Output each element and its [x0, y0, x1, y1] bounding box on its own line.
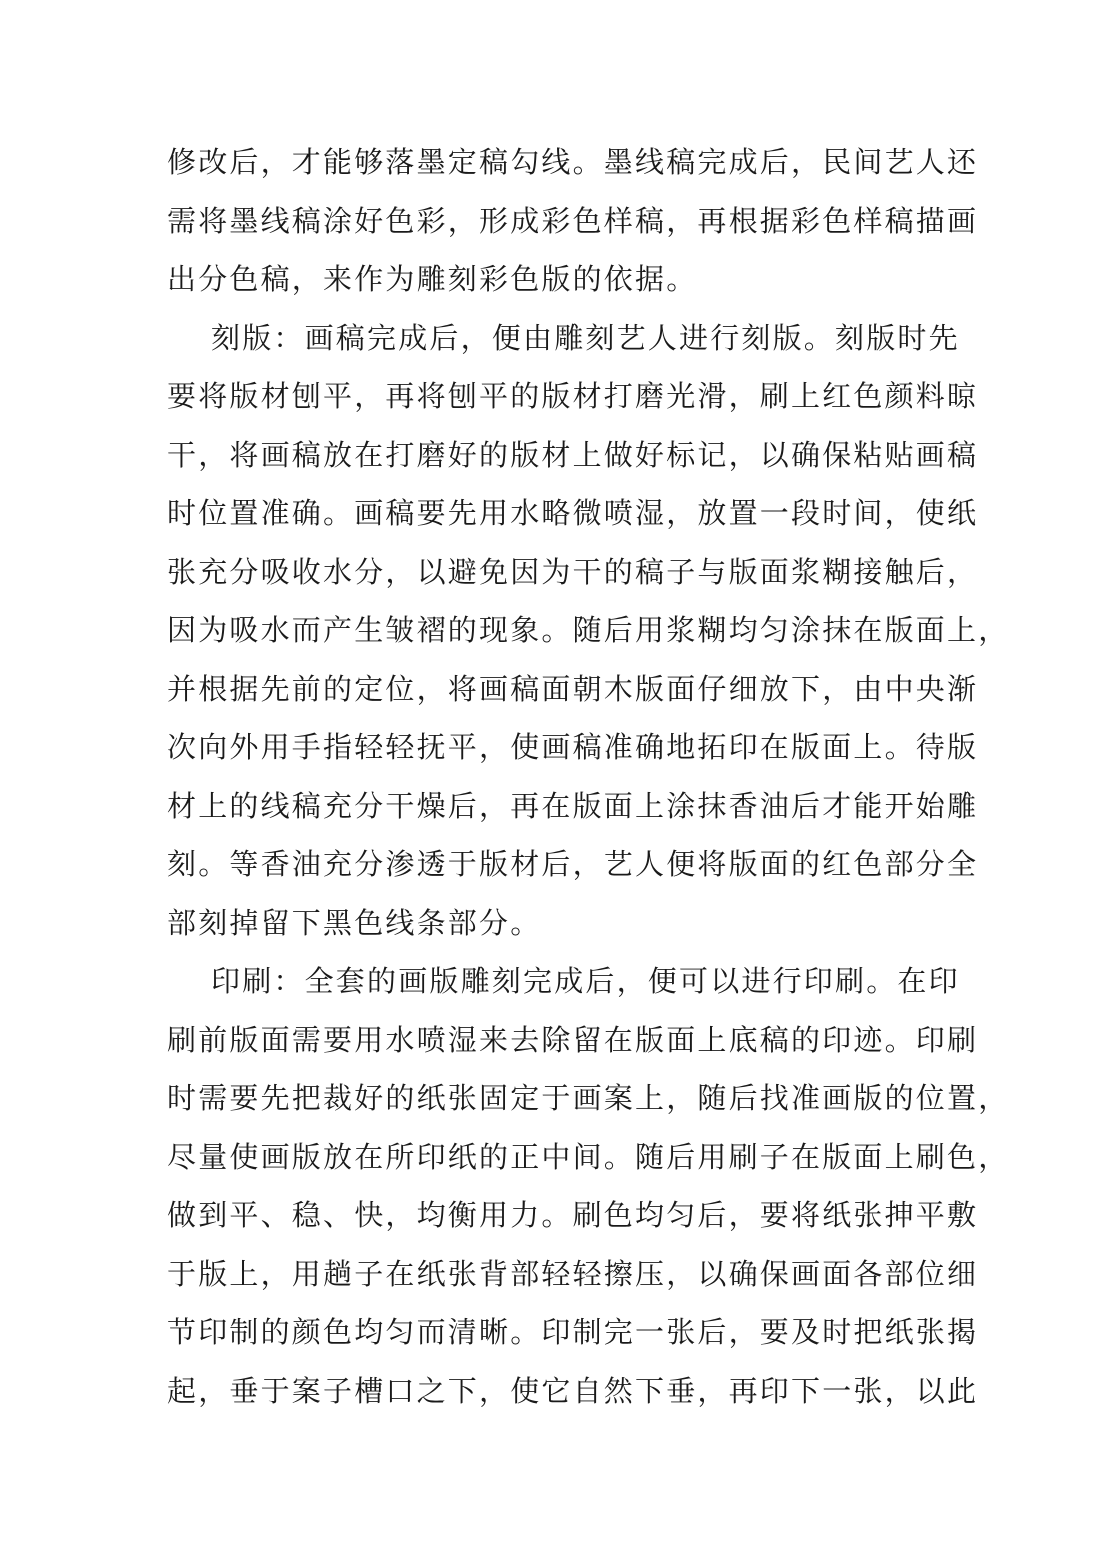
text-line: 张充分吸收水分，以避免因为干的稿子与版面浆糊接触后， [167, 554, 979, 589]
text-line: 时位置准确。画稿要先用水略微喷湿，放置一段时间，使纸 [167, 496, 979, 530]
paragraph-keban [167, 309, 1010, 953]
text-line: 刻版：画稿完成后，便由雕刻艺人进行刻版。刻版时先 [211, 320, 960, 355]
text-line: 起，垂于案子槽口之下，使它自然下垂，再印下一张，以此 [167, 1373, 979, 1408]
text-line: 部刻掉留下黑色线条部分。 [167, 905, 542, 940]
text-line: 干，将画稿放在打磨好的版材上做好标记，以确保粘贴画稿 [167, 437, 979, 472]
text-line: 修改后，才能够落墨定稿勾线。墨线稿完成后，民间艺人还 [167, 145, 979, 179]
text-line: 因为吸水而产生皱褶的现象。随后用浆糊均匀涂抹在版面上， [167, 613, 1010, 647]
text-line: 次向外用手指轻轻抚平，使画稿准确地拓印在版面上。待版 [167, 730, 979, 764]
text-line: 尽量使画版放在所印纸的正中间。随后用刷子在版面上刷色， [167, 1139, 1010, 1174]
text-line: 并根据先前的定位，将画稿面朝木版面仔细放下，由中央渐 [167, 671, 979, 706]
paragraph-yinshua [167, 952, 1010, 1420]
text-line: 需将墨线稿涂好色彩，形成彩色样稿，再根据彩色样稿描画 [167, 203, 979, 238]
text-line: 刻。等香油充分渗透于版材后，艺人便将版面的红色部分全 [167, 847, 979, 881]
text-line: 于版上，用趟子在纸张背部轻轻擦压，以确保画面各部位细 [167, 1256, 979, 1291]
text-line: 出分色稿，来作为雕刻彩色版的依据。 [167, 262, 698, 296]
text-line: 节印制的颜色均匀而清晰。印制完一张后，要及时把纸张揭 [167, 1315, 979, 1349]
text-line: 材上的线稿充分干燥后，再在版面上涂抹香油后才能开始雕 [167, 788, 979, 823]
text-line: 印刷：全套的画版雕刻完成后，便可以进行印刷。在印 [211, 964, 960, 998]
text-line: 时需要先把裁好的纸张固定于画案上，随后找准画版的位置， [167, 1081, 1010, 1115]
body-text [167, 133, 1010, 1420]
text-line: 刷前版面需要用水喷湿来去除留在版面上底稿的印迹。印刷 [167, 1022, 979, 1057]
text-line: 要将版材刨平，再将刨平的版材打磨光滑，刷上红色颜料晾 [167, 379, 979, 413]
text-line: 做到平、稳、快，均衡用力。刷色均匀后，要将纸张抻平敷 [167, 1198, 979, 1232]
paragraph-continuation [167, 133, 979, 309]
